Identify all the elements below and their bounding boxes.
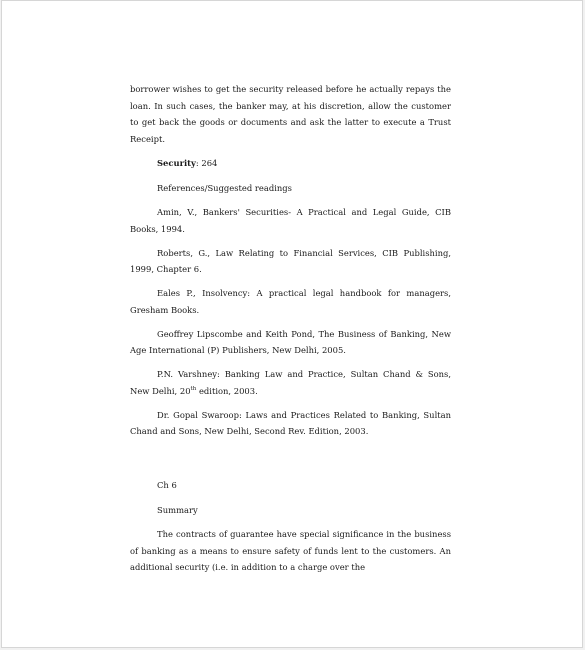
reference-item-varshney bbox=[130, 366, 451, 399]
references-heading: References/Suggested readings bbox=[157, 182, 292, 193]
chapter-label: Ch 6 bbox=[157, 480, 177, 490]
reference-item: Geoffrey Lipscombe and Keith Pond, The Business of Banking, New Age International (P) Publishers, New Delhi, 2005. bbox=[130, 328, 451, 355]
reference-text: P.N. Varshney: Banking Law and Practice, Sultan Chand & Sons, New Delhi, 20 bbox=[130, 369, 451, 396]
reference-item: Amin, V., Bankers' Securities- A Practical and Legal Guide, CIB Books, 1994. bbox=[130, 207, 451, 234]
intro-paragraph: borrower wishes to get the security released before he actually repays the loan. In such cases, the banker may, at his discretion, allow the customer to get back the goods or documents and ask the latter to execute a Trust Receipt. bbox=[130, 84, 451, 144]
reference-item: Eales P., Insolvency: A practical legal handbook for managers, Gresham Books. bbox=[130, 288, 451, 315]
security-line bbox=[130, 155, 451, 172]
reference-item: Roberts, G., Law Relating to Financial Services, CIB Publishing, 1999, Chapter 6. bbox=[130, 247, 451, 274]
reference-text-end: edition, 2003. bbox=[196, 385, 258, 396]
security-value: : 264 bbox=[195, 158, 218, 168]
section-gap bbox=[130, 447, 451, 477]
summary-heading: Summary bbox=[157, 504, 198, 515]
summary-paragraph: The contracts of guarantee have special significance in the business of banking as a means to ensure safety of funds lent to the customers. An additional security (i.e. in addition to a charge over the bbox=[130, 529, 451, 572]
document-page bbox=[1, 0, 583, 648]
security-label: Security bbox=[157, 158, 196, 168]
reference-item: Dr. Gopal Swaroop: Laws and Practices Related to Banking, Sultan Chand and Sons, New Delhi, Second Rev. Edition, 2003. bbox=[130, 409, 451, 436]
page-content bbox=[130, 81, 451, 584]
ordinal-superscript: th bbox=[190, 385, 197, 392]
